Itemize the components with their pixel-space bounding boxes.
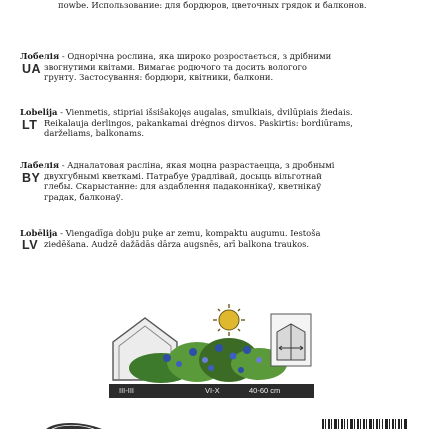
sowing-months: III-III bbox=[119, 386, 134, 395]
plant-name-lv: Lobēlija bbox=[20, 228, 58, 238]
language-code-lt: LT bbox=[22, 118, 38, 132]
entry-ua bbox=[20, 51, 420, 83]
plant-name-by: Лабелія bbox=[20, 160, 60, 170]
logo-icon bbox=[44, 420, 104, 430]
entry-text-lt: Lobelija - Vienmetis, stipriai išsišakojęs augalas, smulkiais, dvilūpiais žiedais. Reikalauja derlingos, pakankamai drėgnos dirvos. Paskirtis: bordiūrams, darželiams, balkonams. bbox=[20, 107, 353, 139]
entry-by bbox=[20, 160, 420, 202]
entry-lt bbox=[20, 107, 420, 139]
entry-lv bbox=[20, 228, 420, 252]
plant-name-lt: Lobelija bbox=[20, 107, 58, 117]
language-code-by: BY bbox=[22, 171, 41, 185]
language-code-lv: LV bbox=[22, 238, 39, 252]
plant-name-ua: Лобелія bbox=[20, 51, 60, 61]
flowering-months: VI-X bbox=[205, 386, 220, 395]
entry-text-lv: Lobēlija - Viengadīga dobju puķe ar zemu, kompaktu augumu. Iestoša ziedēšana. Audzē dažādās dārza augsnēs, arī balkona traukos. bbox=[20, 228, 321, 249]
plant-height: 40-60 cm bbox=[249, 386, 281, 395]
plant-spacing-icon bbox=[271, 314, 311, 366]
product-photo bbox=[109, 302, 314, 398]
growing-info-bar bbox=[109, 384, 314, 398]
barcode-icon bbox=[322, 419, 408, 429]
plant-illustration bbox=[109, 302, 314, 384]
entry-text-ua: Лобелія - Однорічна рослина, яка широко розростається, з дрібними звогнутими квітами. Вимагає родючого та досить вологого грунту. Застосування: бордюри, квітники, балкони. bbox=[20, 51, 332, 83]
intro-text: поwbe. Использование: для бордюров, цветочных грядок и балконов. bbox=[58, 0, 367, 10]
language-code-ua: UA bbox=[22, 62, 42, 76]
entry-text-by: Лабелія - Адналатовая расліна, якая моцна разрастаецца, з дробнымі двухгубнымі кветкамі. Патрабуе ўрадлівай, досыць вільготнай глебы. Скарыстанне: для аздаблення падаконнікаў, кветнікаў градак, балконаў. bbox=[20, 160, 335, 202]
